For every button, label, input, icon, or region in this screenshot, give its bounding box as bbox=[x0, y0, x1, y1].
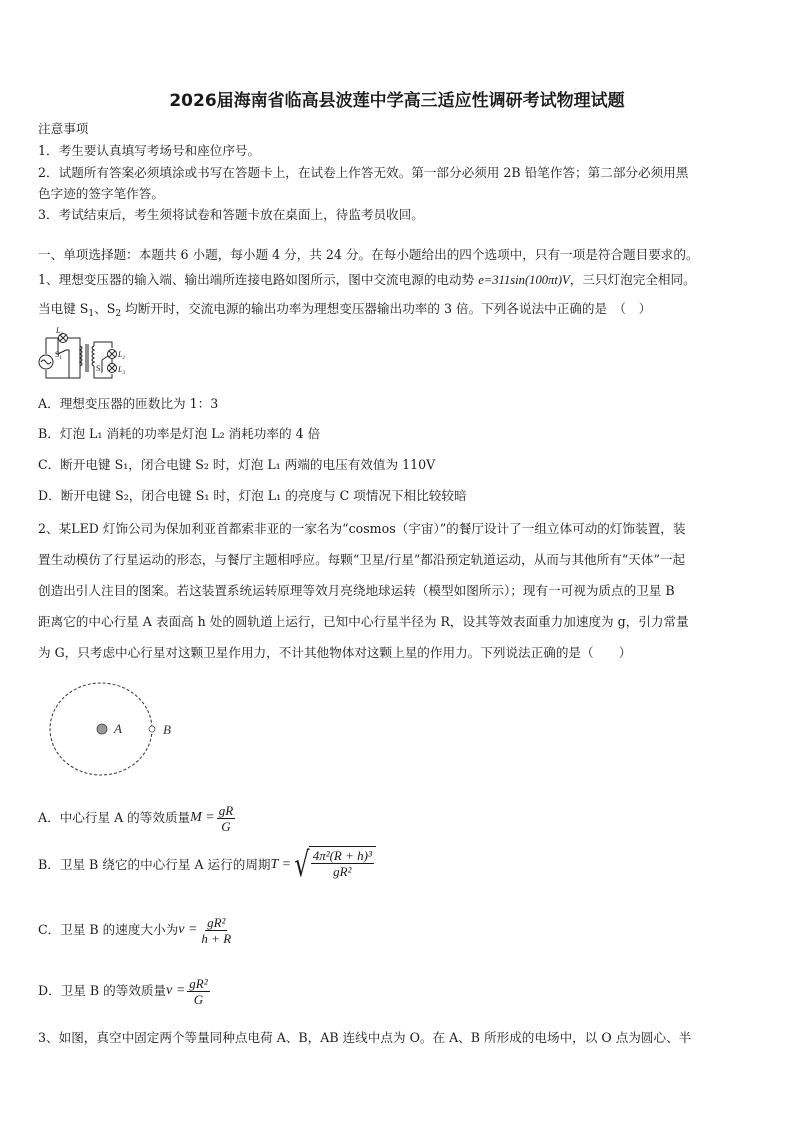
circuit-label-l1-sub: 1 bbox=[60, 332, 63, 337]
circuit-label-s2: S bbox=[96, 364, 101, 373]
q2-stem-line4: 距离它的中心行星 A 表面高 h 处的圆轨道上运行，已知中心行星半径为 R，设其等效表面重力加速度为 g，引力常量 bbox=[38, 614, 689, 629]
notice-heading: 注意事项 bbox=[38, 121, 89, 136]
q2-option-c-text: C．卫星 B 的速度大小为 bbox=[38, 922, 179, 937]
q2-option-a-den: G bbox=[221, 818, 231, 834]
q1-stem-line1 bbox=[38, 272, 758, 288]
q2-option-a-fraction bbox=[217, 803, 235, 834]
q1-stem-c: 当电键 S bbox=[38, 301, 89, 316]
q2-stem-line1: 2、某LED 灯饰公司为保加利亚首都索非亚的一家名为“cosmos（宇宙）”的餐厅设计了一组立体可动的灯饰装置，装 bbox=[38, 521, 686, 536]
q3-stem-line1: 3、如图，真空中固定两个等量同种点电荷 A、B，AB 连线中点为 O。在 A、B 所形成的电场中，以 O 点为圆心、半 bbox=[38, 1030, 692, 1045]
svg-text:L2 bbox=[117, 350, 125, 361]
q1-option-c: C．断开电键 S₁，闭合电键 S₂ 时，灯泡 L₁ 两端的电压有效值为 110V bbox=[38, 457, 436, 472]
q1-stem-a: 1、理想变压器的输入端、输出端所连接电路如图所示，图中交流电源的电动势 bbox=[38, 272, 479, 287]
q2-option-d-num: gR² bbox=[189, 975, 208, 991]
q1-option-d: D．断开电键 S₂，闭合电键 S₁ 时，灯泡 L₁ 的亮度与 C 项情况下相比较较暗 bbox=[38, 488, 467, 503]
svg-text:L3 bbox=[117, 365, 125, 376]
q2-option-b-den: gR² bbox=[333, 864, 352, 879]
q2-option-a-lhs: M = bbox=[190, 810, 215, 825]
q1-option-a: A．理想变压器的匝数比为 1：3 bbox=[38, 396, 219, 411]
q2-option-b-lhs: T = bbox=[270, 857, 292, 872]
q1-stem-d: 、S bbox=[94, 301, 116, 316]
circuit-label-l1: L bbox=[56, 326, 61, 335]
q1-sub2: 2 bbox=[115, 309, 122, 319]
satellite-b-icon bbox=[149, 726, 155, 732]
q1-option-b: B．灯泡 L₁ 消耗的功率是灯泡 L₂ 消耗功率的 4 倍 bbox=[38, 426, 321, 441]
q2-option-a bbox=[38, 800, 758, 836]
q2-option-c-den: h + R bbox=[201, 930, 232, 946]
q2-option-c-fraction bbox=[199, 915, 233, 946]
planet-a-icon bbox=[97, 724, 107, 734]
planet-a-label: A bbox=[114, 721, 122, 736]
satellite-b-label: B bbox=[163, 722, 171, 737]
q2-stem-line5: 为 G，只考虑中心行星对这颗卫星作用力，不计其他物体对这颗上星的作用力。下列说法正确的是（ ） bbox=[38, 645, 632, 660]
q2-option-d-text: D．卫星 B 的等效质量 bbox=[38, 983, 167, 998]
section-heading: 一、单项选择题：本题共 6 小题，每小题 4 分，共 24 分。在每小题给出的四个选项中，只有一项是符合题目要求的。 bbox=[38, 247, 699, 262]
q2-stem-line2: 置生动模仿了行星运动的形态，与餐厅主题相呼应。每颗“卫星/行星”都沿预定轨道运动，从而与其他所有“天体”一起 bbox=[38, 552, 686, 567]
q2-option-d-lhs: v = bbox=[166, 983, 186, 998]
q2-option-b-text: B．卫星 B 绕它的中心行星 A 运行的周期 bbox=[38, 857, 271, 872]
q2-option-d-den: G bbox=[193, 991, 204, 1007]
q2-option-b-num: 4π²(R + h)³ bbox=[312, 848, 372, 863]
circuit-label-l2: L bbox=[118, 350, 123, 359]
q2-option-b bbox=[38, 842, 758, 888]
q2-option-c bbox=[38, 910, 758, 950]
notice-item-1: 1．考生要认真填写考场号和座位序号。 bbox=[38, 143, 261, 158]
q2-option-d bbox=[38, 970, 758, 1012]
q1-stem-e: 均断开时，交流电源的输出功率为理想变压器输出功率的 3 倍。下列各说法中正确的是 （ ） bbox=[121, 301, 652, 316]
circuit-label-s1: S bbox=[55, 350, 60, 359]
circuit-label-l3-sub: 3 bbox=[122, 371, 125, 376]
q2-stem-line3: 创造出引人注目的图案。若这装置系统运转原理等效月亮绕地球运转（模型如图所示）；现有一可视为质点的卫星 B bbox=[38, 583, 675, 598]
circuit-label-l3: L bbox=[118, 365, 123, 374]
q1-stem-line2 bbox=[38, 301, 758, 317]
q1-emf-formula: e=311sin(100πt)V bbox=[478, 273, 570, 287]
q2-option-b-sqrt: √ $\frac{\text{4π²(R + h)³}}{\text{gR²}}$ bbox=[291, 846, 376, 884]
notice-item-3: 3．考试结束后，考生须将试卷和答题卡放在桌面上，待监考员收回。 bbox=[38, 207, 424, 222]
q2-option-b-fraction bbox=[311, 848, 374, 879]
notice-item-2: 2．试题所有答案必须填涂或书写在答题卡上，在试卷上作答无效。第一部分必须用 2B 铅笔作答；第二部分必须用黑 bbox=[38, 165, 689, 180]
transformer-circuit-diagram bbox=[36, 326, 136, 384]
circuit-label-s1-sub: 1 bbox=[59, 356, 62, 361]
q2-option-c-lhs: v = bbox=[178, 922, 198, 937]
page-title: 2026届海南省临高县波莲中学高三适应性调研考试物理试题 bbox=[169, 91, 625, 111]
orbit-diagram bbox=[46, 680, 186, 780]
circuit-label-s2-sub: 2 bbox=[100, 370, 103, 375]
q2-option-a-text: A．中心行星 A 的等效质量 bbox=[38, 810, 191, 825]
circuit-label-l2-sub: 2 bbox=[122, 356, 125, 361]
q1-stem-b: ，三只灯泡完全相同。 bbox=[569, 272, 696, 287]
q2-option-a-num: gR bbox=[218, 802, 234, 818]
q2-option-c-num: gR² bbox=[207, 914, 226, 930]
q2-option-d-fraction bbox=[187, 976, 209, 1007]
notice-item-2-cont: 色字迹的签字笔作答。 bbox=[38, 186, 164, 201]
q1-sub1: 1 bbox=[88, 309, 95, 319]
svg-text:S1 bbox=[55, 350, 62, 361]
